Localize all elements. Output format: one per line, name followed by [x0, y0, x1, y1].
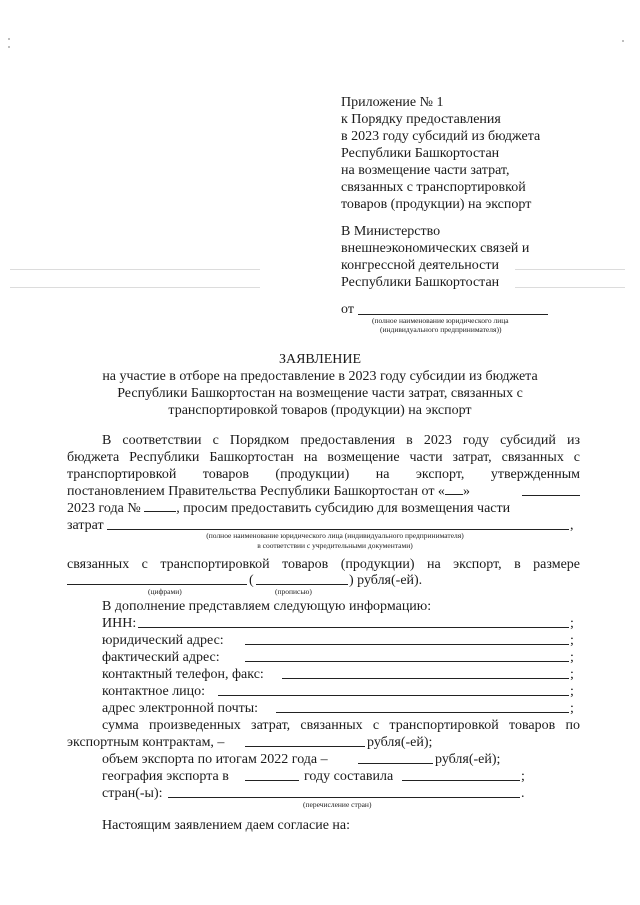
from-hint: (полное наименование юридического лица	[372, 316, 509, 325]
addressee-line: внешнеэкономических связей и	[341, 241, 530, 256]
info-intro: В дополнение представляем следующую информацию:	[102, 599, 432, 614]
inn-field	[138, 615, 569, 628]
from-label: от	[341, 302, 354, 317]
paragraph-line: связанных с транспортировкой товаров (продукции) на экспорт, в размере	[67, 557, 580, 572]
inn-label: ИНН:	[102, 616, 137, 631]
decree-month-blank	[522, 483, 580, 496]
appendix-line: на возмещение части затрат,	[341, 163, 510, 178]
semicolon: ;	[570, 616, 574, 631]
amount-unit: ) рубля(-ей).	[349, 573, 423, 588]
request-text: , просим предоставить субсидию для возмещения части	[176, 501, 511, 516]
recipient-hint: (полное наименование юридического лица (индивидуального предпринимателя)	[206, 531, 464, 540]
costs-line: экспортным контрактам, –	[67, 735, 225, 750]
phone-label: контактный телефон, факс:	[102, 667, 264, 682]
comma: ,	[570, 518, 574, 533]
decree-year-text: 2023 года №	[67, 501, 141, 516]
paragraph-line: бюджета Республики Башкортостан на возмещение части затрат, связанных с	[67, 450, 580, 465]
recipient-name-blank	[107, 517, 569, 530]
appendix-line: Приложение № 1	[341, 95, 444, 110]
semicolon: ;	[521, 769, 525, 784]
appendix-line: товаров (продукции) на экспорт	[341, 197, 532, 212]
semicolon: ;	[570, 633, 574, 648]
geo-label: география экспорта в	[102, 769, 229, 784]
hint-digits: (цифрами)	[148, 587, 182, 596]
contact-person-field	[218, 683, 569, 696]
title-line: на участие в отборе на предоставление в 2023 году субсидии из бюджета	[102, 369, 538, 384]
email-label: адрес электронной почты:	[102, 701, 259, 716]
paragraph-line	[67, 500, 510, 517]
geo-year-field	[245, 768, 299, 781]
export-label: объем экспорта по итогам 2022 года –	[102, 752, 328, 767]
decree-quote: »	[462, 484, 470, 499]
appendix-line: связанных с транспортировкой	[341, 180, 526, 195]
paragraph-line: затрат	[67, 518, 104, 533]
paragraph-line	[67, 483, 470, 500]
scan-speck	[622, 40, 624, 42]
scan-speck	[10, 287, 260, 288]
period: .	[521, 786, 525, 801]
appendix-line: к Порядку предоставления	[341, 112, 501, 127]
appendix-line: в 2023 году субсидий из бюджета	[341, 129, 541, 144]
paren-open: (	[249, 573, 254, 588]
scan-speck	[515, 287, 625, 288]
legal-address-label: юридический адрес:	[102, 633, 224, 648]
semicolon: ;	[570, 650, 574, 665]
amount-digits-blank	[67, 572, 247, 585]
scan-speck	[8, 46, 10, 48]
decree-text: постановлением Правительства Республики Башкортостан от «	[67, 484, 445, 499]
applicant-name-blank	[358, 303, 548, 315]
title-line: транспортировкой товаров (продукции) на экспорт	[168, 403, 472, 418]
actual-address-field	[245, 649, 569, 662]
hint-words: (прописью)	[275, 587, 312, 596]
paragraph-line: транспортировкой товаров (продукции) на экспорт, утвержденным	[67, 467, 580, 482]
addressee-line: Республики Башкортостан	[341, 275, 500, 290]
decree-day-blank	[445, 483, 463, 495]
addressee-line: конгрессной деятельности	[341, 258, 499, 273]
countries-field	[168, 785, 520, 798]
from-hint: (индивидуального предпринимателя))	[380, 325, 502, 334]
title-heading: ЗАЯВЛЕНИЕ	[278, 352, 362, 367]
geo-count-field	[402, 768, 520, 781]
legal-address-field	[245, 632, 569, 645]
export-unit: рубля(-ей);	[435, 752, 501, 767]
appendix-line: Республики Башкортостан	[341, 146, 500, 161]
countries-hint: (перечисление стран)	[303, 800, 372, 809]
phone-field	[282, 666, 569, 679]
recipient-hint: в соответствии с учредительными документами)	[257, 541, 413, 550]
semicolon: ;	[570, 701, 574, 716]
costs-unit: рубля(-ей);	[367, 735, 433, 750]
geo-label-2: году составила	[304, 769, 394, 784]
title-line: Республики Башкортостан на возмещение части затрат, связанных с	[117, 386, 523, 401]
costs-amount-field	[245, 734, 365, 747]
scan-speck	[10, 269, 260, 270]
contact-person-label: контактное лицо:	[102, 684, 206, 699]
scan-speck	[515, 269, 625, 270]
amount-words-blank	[256, 572, 348, 585]
export-amount-field	[358, 751, 433, 764]
costs-line: сумма произведенных затрат, связанных с транспортировкой товаров по	[102, 718, 580, 733]
email-field	[276, 700, 569, 713]
semicolon: ;	[570, 684, 574, 699]
scan-speck	[8, 38, 10, 40]
consent-line: Настоящим заявлением даем согласие на:	[102, 818, 351, 833]
countries-label: стран(-ы):	[102, 786, 163, 801]
semicolon: ;	[570, 667, 574, 682]
paragraph-line: В соответствии с Порядком предоставления в 2023 году субсидий из	[102, 433, 580, 448]
decree-number-blank	[144, 500, 176, 512]
addressee-line: В Министерство	[341, 224, 441, 239]
actual-address-label: фактический адрес:	[102, 650, 220, 665]
